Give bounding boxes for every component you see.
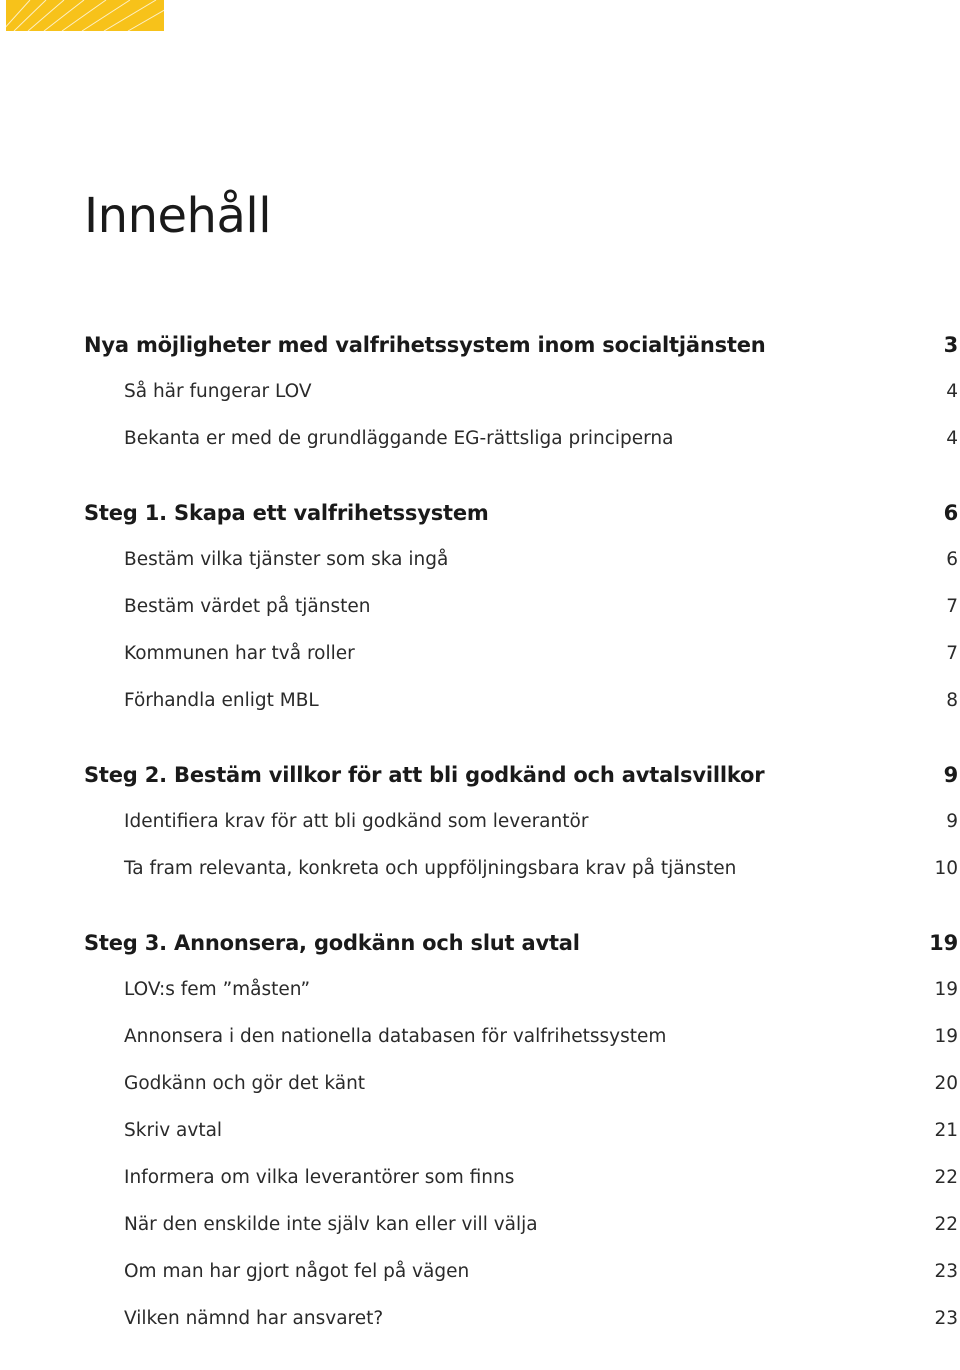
toc-section (84, 752, 960, 892)
toc-heading-label: Steg 2. Bestäm villkor för att bli godkänd och avtalsvillkor (84, 763, 765, 787)
toc-item[interactable] (84, 1201, 960, 1248)
toc-item-label: LOV:s fem ”måsten” (124, 979, 311, 1000)
toc-item-page-number: 8 (946, 690, 958, 711)
table-of-contents (84, 322, 960, 1370)
toc-heading[interactable] (84, 752, 960, 798)
toc-heading-page-number: 9 (943, 763, 958, 787)
toc-item[interactable] (84, 583, 960, 630)
toc-item-page-number: 10 (934, 858, 958, 879)
toc-item-page-number: 19 (934, 979, 958, 1000)
toc-item-page-number: 23 (934, 1308, 958, 1329)
toc-item-page-number: 4 (946, 428, 958, 449)
toc-heading[interactable] (84, 920, 960, 966)
toc-item-page-number: 6 (946, 549, 958, 570)
toc-item-page-number: 19 (934, 1026, 958, 1047)
toc-heading-label: Nya möjligheter med valfrihetssystem inom socialtjänsten (84, 333, 766, 357)
toc-item-label: Bekanta er med de grundläggande EG-rättsliga principerna (124, 428, 674, 449)
toc-item[interactable] (84, 845, 960, 892)
toc-item[interactable] (84, 630, 960, 677)
toc-item[interactable] (84, 966, 960, 1013)
toc-item-label: Kommunen har två roller (124, 643, 355, 664)
toc-heading-label: Steg 1. Skapa ett valfrihetssystem (84, 501, 489, 525)
toc-section (84, 322, 960, 462)
toc-item[interactable] (84, 1107, 960, 1154)
page-title: Innehåll (84, 188, 272, 244)
toc-item[interactable] (84, 1295, 960, 1342)
toc-item[interactable] (84, 677, 960, 724)
toc-item-page-number: 9 (946, 811, 958, 832)
toc-section (84, 920, 960, 1342)
toc-item-label: Om man har gjort något fel på vägen (124, 1261, 470, 1282)
toc-item-page-number: 20 (934, 1073, 958, 1094)
toc-item[interactable] (84, 368, 960, 415)
toc-item[interactable] (84, 1154, 960, 1201)
toc-item-label: När den enskilde inte själv kan eller vill välja (124, 1214, 538, 1235)
toc-item[interactable] (84, 1248, 960, 1295)
toc-heading-page-number: 19 (929, 931, 958, 955)
toc-item[interactable] (84, 415, 960, 462)
toc-item[interactable] (84, 536, 960, 583)
toc-item-label: Skriv avtal (124, 1120, 223, 1141)
toc-heading-label: Steg 3. Annonsera, godkänn och slut avtal (84, 931, 580, 955)
toc-heading-page-number: 6 (943, 501, 958, 525)
toc-item-label: Annonsera i den nationella databasen för valfrihetssystem (124, 1026, 667, 1047)
toc-heading-page-number: 3 (943, 333, 958, 357)
toc-item-label: Ta fram relevanta, konkreta och uppföljningsbara krav på tjänsten (124, 858, 737, 879)
toc-item-page-number: 22 (934, 1214, 958, 1235)
toc-item-label: Bestäm vilka tjänster som ska ingå (124, 549, 449, 570)
toc-heading[interactable] (84, 490, 960, 536)
stripe-pattern-icon (6, 0, 164, 31)
toc-item-page-number: 4 (946, 381, 958, 402)
toc-item[interactable] (84, 798, 960, 845)
corner-decoration (6, 0, 164, 31)
toc-item-label: Vilken nämnd har ansvaret? (124, 1308, 384, 1329)
toc-item-label: Identifiera krav för att bli godkänd som leverantör (124, 811, 589, 832)
toc-item[interactable] (84, 1013, 960, 1060)
toc-item-label: Förhandla enligt MBL (124, 690, 319, 711)
toc-item-page-number: 23 (934, 1261, 958, 1282)
toc-item-label: Bestäm värdet på tjänsten (124, 596, 371, 617)
toc-item-label: Godkänn och gör det känt (124, 1073, 366, 1094)
toc-item-label: Informera om vilka leverantörer som finns (124, 1167, 515, 1188)
toc-heading[interactable] (84, 322, 960, 368)
toc-item-page-number: 21 (934, 1120, 958, 1141)
toc-item[interactable] (84, 1060, 960, 1107)
toc-item-page-number: 7 (946, 596, 958, 617)
toc-item-label: Så här fungerar LOV (124, 381, 312, 402)
toc-item-page-number: 22 (934, 1167, 958, 1188)
toc-section (84, 490, 960, 724)
toc-item-page-number: 7 (946, 643, 958, 664)
